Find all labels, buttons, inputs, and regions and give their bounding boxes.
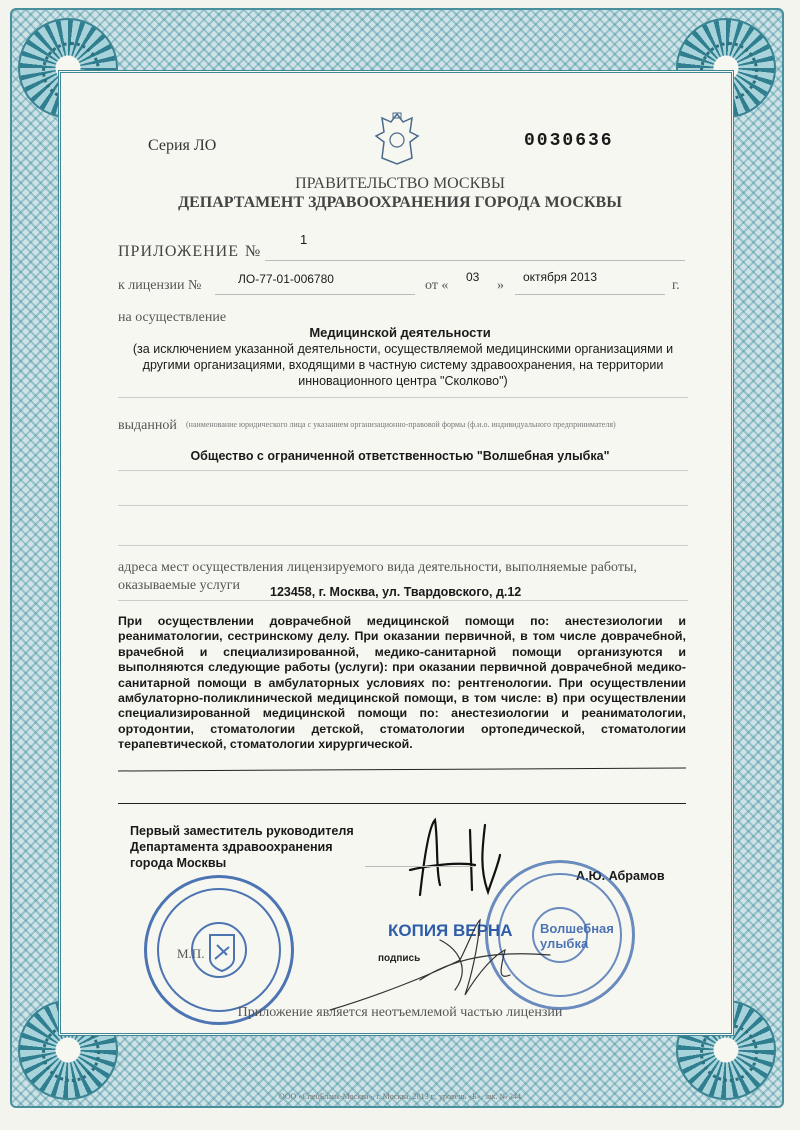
company-name: Общество с ограниченной ответственностью "Волшебная улыбка" — [190, 449, 610, 463]
printer-note: ООО «СпецБланк-Москва», г. Москва, 2013 г., уровень «Б», зак. № 244 — [279, 1092, 521, 1101]
blank-line-1 — [118, 505, 688, 506]
license-label: к лицензии № — [118, 278, 202, 293]
signer-name: А.Ю. Абрамов — [576, 869, 665, 883]
address-label-1: адреса мест осуществления лицензируемого вида деятельности, выполняемые работы, — [118, 560, 637, 575]
date-prefix: от « — [425, 278, 449, 293]
document-body — [58, 70, 734, 1036]
license-underline — [215, 294, 415, 295]
license-number: ЛО-77-01-006780 — [238, 272, 334, 286]
company-seal-text: Волшебная улыбка — [540, 921, 614, 951]
appendix-no-sign: № — [245, 243, 261, 260]
mp-label: М.П. — [177, 946, 205, 961]
address-underline — [118, 600, 688, 601]
address-label-2: оказываемые услуги — [118, 578, 241, 593]
gov-title: ПРАВИТЕЛЬСТВО МОСКВЫ — [295, 175, 505, 192]
copy-sign-label: подпись — [378, 953, 421, 964]
activity-underline — [118, 397, 688, 398]
signature-copy — [320, 900, 560, 1020]
services-text: При осуществлении доврачебной медицинской помощи по: анестезиологии и реаниматологии, сестринскому делу. При оказании первичной, в том числе доврачебной, врачебной и специализированной, медико-санитарной помощи организуются и выполняются следующие работы (услуги): при оказании первичной доврачебной медико-санитарной помощи в амбулаторных условиях по: рентгенологии. При осуществлении амбулаторно-поликлинической медицинской помощи, в том числе: в) при осуществлении специализированной медицинской помощи по: анестезиологии и реаниматологии, ортодонтии, стоматологии детской, стоматологии ортопедической, стоматологии терапевтической, стоматологии хирургической. — [118, 614, 686, 752]
issued-label: выданной — [118, 418, 177, 433]
government-seal — [144, 875, 294, 1025]
coat-of-arms-icon — [205, 933, 239, 973]
appendix-label: ПРИЛОЖЕНИЕ — [118, 243, 240, 260]
footer-note: Приложение является неотъемлемой частью лицензии — [237, 1005, 563, 1020]
activity-label: на осуществление — [118, 310, 227, 325]
appendix-number: 1 — [300, 232, 308, 247]
activity-note: (за исключением указанной деятельности, осуществляемой медицинскими организациями и другими организациями, входящими в частную систему здравоохранения, на территории инновационного центра "Сколково") — [132, 342, 674, 388]
appendix-underline — [265, 260, 685, 261]
company-underline — [118, 470, 688, 471]
coat-of-arms-icon — [372, 110, 422, 168]
dept-title: ДЕПАРТАМЕНТ ЗДРАВООХРАНЕНИЯ ГОРОДА МОСКВЫ — [178, 194, 622, 211]
blank-line-2 — [118, 545, 688, 546]
services-separator — [118, 803, 686, 804]
address-value: 123458, г. Москва, ул. Твардовского, д.12 — [270, 585, 522, 599]
date-day: 03 — [466, 270, 480, 284]
issued-hint: (наименование юридического лица с указанием организационно-правовой формы (ф.и.о. индивидуального предпринимателя) — [186, 420, 616, 429]
signer-position: Первый заместитель руководителя Департамента здравоохранения города Москвы — [130, 824, 354, 870]
activity-title: Медицинской деятельности — [309, 325, 491, 340]
copy-verified-stamp: КОПИЯ ВЕРНА — [388, 921, 513, 940]
signature-underline — [365, 866, 475, 867]
date-suffix: г. — [672, 278, 680, 293]
date-month-year: октября 2013 — [523, 270, 597, 284]
serial-number: 0030636 — [524, 131, 614, 151]
date-close: » — [497, 278, 504, 293]
series-label: Серия ЛО — [148, 137, 217, 154]
date-underline — [515, 294, 665, 295]
